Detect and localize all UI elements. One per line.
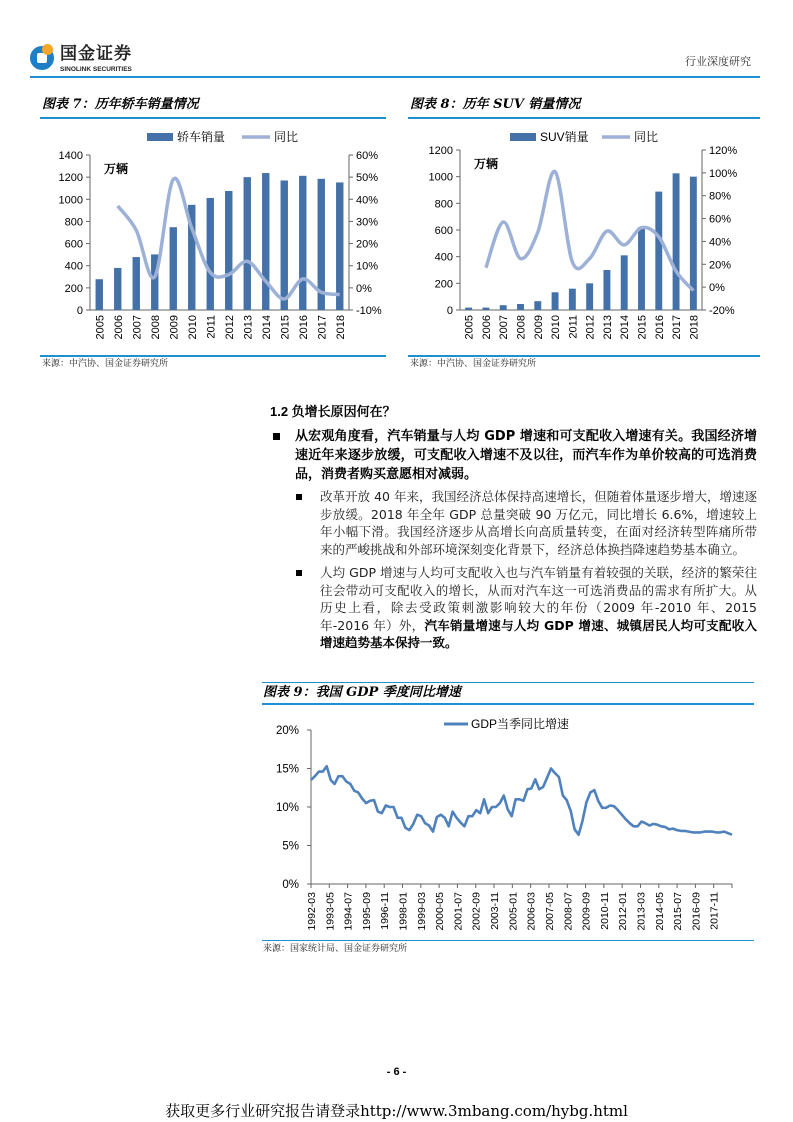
x-tick-label: 2008	[515, 315, 528, 340]
bar-2007	[133, 257, 140, 310]
x-tick-label: 2011	[205, 315, 218, 339]
x-tick-label: 2006	[112, 315, 125, 340]
x-tick-label: 2015-07	[672, 891, 685, 931]
y-tick-label: 10%	[275, 801, 299, 814]
x-tick-label: 2008-07	[562, 891, 575, 931]
bar-2015	[638, 227, 645, 310]
sub-item-2	[262, 564, 757, 652]
legend-line-label: 同比	[634, 130, 659, 144]
sub-paragraph-2	[320, 564, 757, 652]
bar-2014	[262, 173, 269, 310]
x-tick-label: 2018	[334, 315, 347, 340]
x-tick-label: 2009	[532, 315, 545, 340]
bar-2016	[299, 176, 306, 310]
y2-tick-label: 40%	[709, 236, 732, 249]
x-tick-label: 2017	[316, 315, 329, 340]
x-tick-label: 2012-01	[617, 891, 630, 931]
x-tick-label: 2003-11	[489, 891, 502, 930]
fig9-source: 来源：国家统计局、国金证券研究所	[263, 944, 408, 954]
bar-2009	[170, 227, 177, 310]
legend-bar-label: SUV销量	[540, 130, 589, 144]
y2-tick-label: 30%	[356, 216, 379, 229]
unit-label: 万辆	[104, 162, 129, 176]
fig9-block	[262, 682, 754, 956]
x-tick-label: 1995-09	[360, 891, 373, 931]
fig9-chart	[255, 705, 755, 940]
x-tick-label: 2016	[297, 315, 310, 340]
bullet-icon	[273, 433, 280, 440]
x-tick-label: 2016-09	[690, 891, 703, 931]
sub2-text: 人均 GDP 增速与人均可支配收入也与汽车销量有着较强的关联，经济的繁荣往往会带动可支配收入的增长，从而对汽车这一可选消费品的需求有所扩大。从历史上看，除去受政策刺激影响较大的年份（2009 年-2010 年、2015 年-2016 年）外，	[320, 565, 757, 633]
fig8-source: 来源：中汽协、国金证券研究所	[410, 359, 537, 369]
bar-2005	[465, 308, 472, 310]
page-number: - 6 -	[386, 1066, 407, 1078]
bullet-icon	[296, 494, 302, 500]
sub2-emphasis: 汽车销量增速与人均 GDP 增速、城镇居民人均可支配收入增速趋势基本保持一致。	[320, 617, 757, 650]
y-tick-label: 15%	[275, 763, 299, 775]
x-tick-label: 2013	[601, 315, 614, 340]
gdp-growth-line	[311, 766, 732, 835]
fig7-title: 图表 7：历年轿车销量情况	[42, 97, 199, 112]
legend-bar-swatch	[510, 133, 536, 141]
y2-tick-label: 40%	[356, 194, 379, 207]
y2-tick-label: -10%	[356, 305, 382, 317]
lead-paragraph: 从宏观角度看，汽车销量与人均 GDP 增速和可支配收入增速有关。我国经济增速近年来逐步放缓，可支配收入增速不及以往，而汽车作为单价较高的可选消费品，消费者购买意愿相对减弱。	[295, 429, 757, 482]
bar-2009	[534, 301, 541, 310]
y-tick-label: 1000	[58, 194, 83, 207]
y-tick-label: 1200	[58, 172, 83, 185]
x-tick-label: 2005-01	[507, 891, 520, 931]
fig9-bottom-rule	[262, 940, 754, 942]
bar-2011	[569, 289, 576, 310]
x-tick-label: 2007-05	[543, 891, 556, 931]
x-tick-label: 2005	[463, 315, 476, 340]
x-tick-label: 2014	[619, 315, 632, 340]
fig8-chart	[400, 120, 760, 345]
x-tick-label: 2013-03	[635, 891, 648, 931]
x-tick-label: 1992-03	[306, 891, 318, 931]
x-tick-label: 2006-03	[525, 891, 538, 931]
y-tick-label: 0%	[282, 878, 299, 891]
x-tick-label: 1994-07	[342, 891, 355, 931]
x-tick-label: 1996-11	[379, 891, 392, 930]
section-heading: 1.2 负增长原因何在？	[270, 404, 396, 419]
fig7-rule	[40, 117, 386, 119]
y-tick-label: 400	[434, 251, 453, 264]
x-tick-label: 1998-01	[397, 891, 410, 931]
bar-2017	[673, 173, 680, 310]
y-tick-label: 600	[434, 225, 453, 237]
y-tick-label: 0	[76, 305, 83, 317]
sub-item-1	[262, 488, 757, 558]
y2-tick-label: -20%	[709, 305, 735, 317]
header-rule	[30, 76, 760, 78]
x-tick-label: 2010-11	[598, 891, 611, 930]
x-tick-label: 2005	[94, 315, 107, 340]
y2-tick-label: 20%	[356, 238, 379, 251]
x-tick-label: 2015	[636, 315, 649, 340]
legend-line-label: 同比	[274, 130, 299, 144]
bar-2012	[586, 283, 593, 310]
logo-english: SINOLINK SECURITIES	[60, 66, 132, 73]
x-tick-label: 2015	[279, 315, 292, 340]
report-category: 行业深度研究	[685, 56, 751, 68]
x-tick-label: 2014	[260, 315, 273, 340]
bar-2012	[225, 191, 232, 310]
bullet-icon	[296, 570, 302, 576]
x-tick-label: 2011	[567, 315, 580, 339]
bar-2011	[207, 198, 214, 310]
y-tick-label: 600	[64, 238, 83, 251]
y2-tick-label: 60%	[356, 150, 379, 162]
unit-label: 万辆	[474, 157, 499, 171]
y2-tick-label: 20%	[709, 259, 732, 272]
logo-name: 国金证券	[60, 44, 132, 63]
x-tick-label: 2014-05	[653, 891, 666, 931]
fig8-rule	[408, 117, 760, 119]
x-tick-label: 2016	[653, 315, 666, 340]
y2-tick-label: 10%	[356, 260, 379, 273]
y2-tick-label: 50%	[356, 172, 379, 185]
y2-tick-label: 120%	[709, 145, 738, 157]
legend-label: GDP当季同比增速	[471, 716, 570, 731]
y-tick-label: 1200	[428, 145, 453, 157]
y2-tick-label: 80%	[709, 190, 732, 203]
section-body	[262, 403, 757, 955]
y-tick-label: 200	[434, 278, 453, 291]
y-tick-label: 20%	[275, 724, 299, 737]
x-tick-label: 2009	[168, 315, 181, 340]
bar-2016	[655, 192, 662, 310]
x-tick-label: 2002-09	[470, 891, 483, 931]
bar-2013	[603, 270, 610, 310]
legend-bar-swatch	[147, 133, 173, 141]
bar-2014	[621, 255, 628, 310]
bar-2015	[281, 180, 288, 310]
x-tick-label: 1999-03	[415, 891, 428, 931]
yoy-line	[486, 171, 693, 290]
fig9-title: 图表 9：我国 GDP 季度同比增速	[263, 685, 461, 700]
x-tick-label: 2010	[550, 315, 563, 340]
x-tick-label: 2000-05	[434, 891, 447, 931]
fig7-chart	[30, 120, 390, 345]
bar-2018	[336, 182, 343, 310]
bar-2007	[500, 305, 507, 310]
y-tick-label: 0	[446, 305, 453, 317]
y-tick-label: 800	[64, 216, 83, 229]
fig8-title: 图表 8：历年 SUV 销量情况	[410, 97, 581, 112]
y-tick-label: 800	[434, 198, 453, 211]
x-tick-label: 2009-09	[580, 891, 593, 931]
x-tick-label: 2012	[223, 315, 236, 340]
bar-2005	[96, 279, 103, 310]
legend-bar-label: 轿车销量	[177, 130, 226, 144]
sub-paragraph-1: 改革开放 40 年来，我国经济总体保持高速增长，但随着体量逐步增大，增速逐步放缓。2018 年全年 GDP 总量突破 90 万亿元，同比增长 6.6%，增速较上年小幅下滑。我国经济逐步从高增长向高质量转变，在面对经济转型阵痛所带来的严峻挑战和外部环境深刻变化背景下，经济总体换挡降速趋势基本确立。	[320, 489, 757, 557]
x-tick-label: 2017	[671, 315, 684, 340]
x-tick-label: 2006	[480, 315, 493, 340]
x-tick-label: 2008	[149, 315, 162, 340]
bar-2006	[482, 308, 489, 310]
y-tick-label: 5%	[282, 840, 299, 852]
x-tick-label: 2018	[688, 315, 701, 340]
y-tick-label: 1400	[58, 150, 83, 162]
x-tick-label: 2017-11	[708, 891, 721, 930]
bar-2008	[517, 304, 524, 310]
y2-tick-label: 60%	[709, 213, 732, 226]
y-tick-label: 200	[64, 282, 83, 295]
promo-link[interactable]: 获取更多行业研究报告请登录http://www.3mbang.com/hybg.html	[165, 1102, 628, 1120]
x-tick-label: 1993-05	[324, 891, 337, 931]
y-tick-label: 400	[64, 260, 83, 273]
fig7-source: 来源：中汽协、国金证券研究所	[42, 359, 169, 369]
lead-item	[262, 427, 757, 484]
logo-dot-icon	[42, 44, 53, 55]
fig9-top-rule	[262, 682, 754, 684]
x-tick-label: 2001-07	[452, 891, 465, 931]
x-tick-label: 2010	[186, 315, 199, 340]
y2-tick-label: 100%	[709, 167, 738, 180]
x-tick-label: 2007	[131, 315, 144, 340]
y2-tick-label: 0%	[356, 282, 372, 295]
x-tick-label: 2012	[584, 315, 597, 340]
bar-2006	[114, 268, 121, 310]
x-tick-label: 2007	[498, 315, 511, 340]
fig7-bottom-rule	[40, 355, 386, 357]
y2-tick-label: 0%	[709, 282, 725, 295]
fig8-bottom-rule	[408, 355, 760, 357]
bar-2010	[552, 292, 559, 310]
y-tick-label: 1000	[428, 171, 453, 184]
x-tick-label: 2013	[242, 315, 255, 340]
bar-2013	[244, 177, 251, 310]
